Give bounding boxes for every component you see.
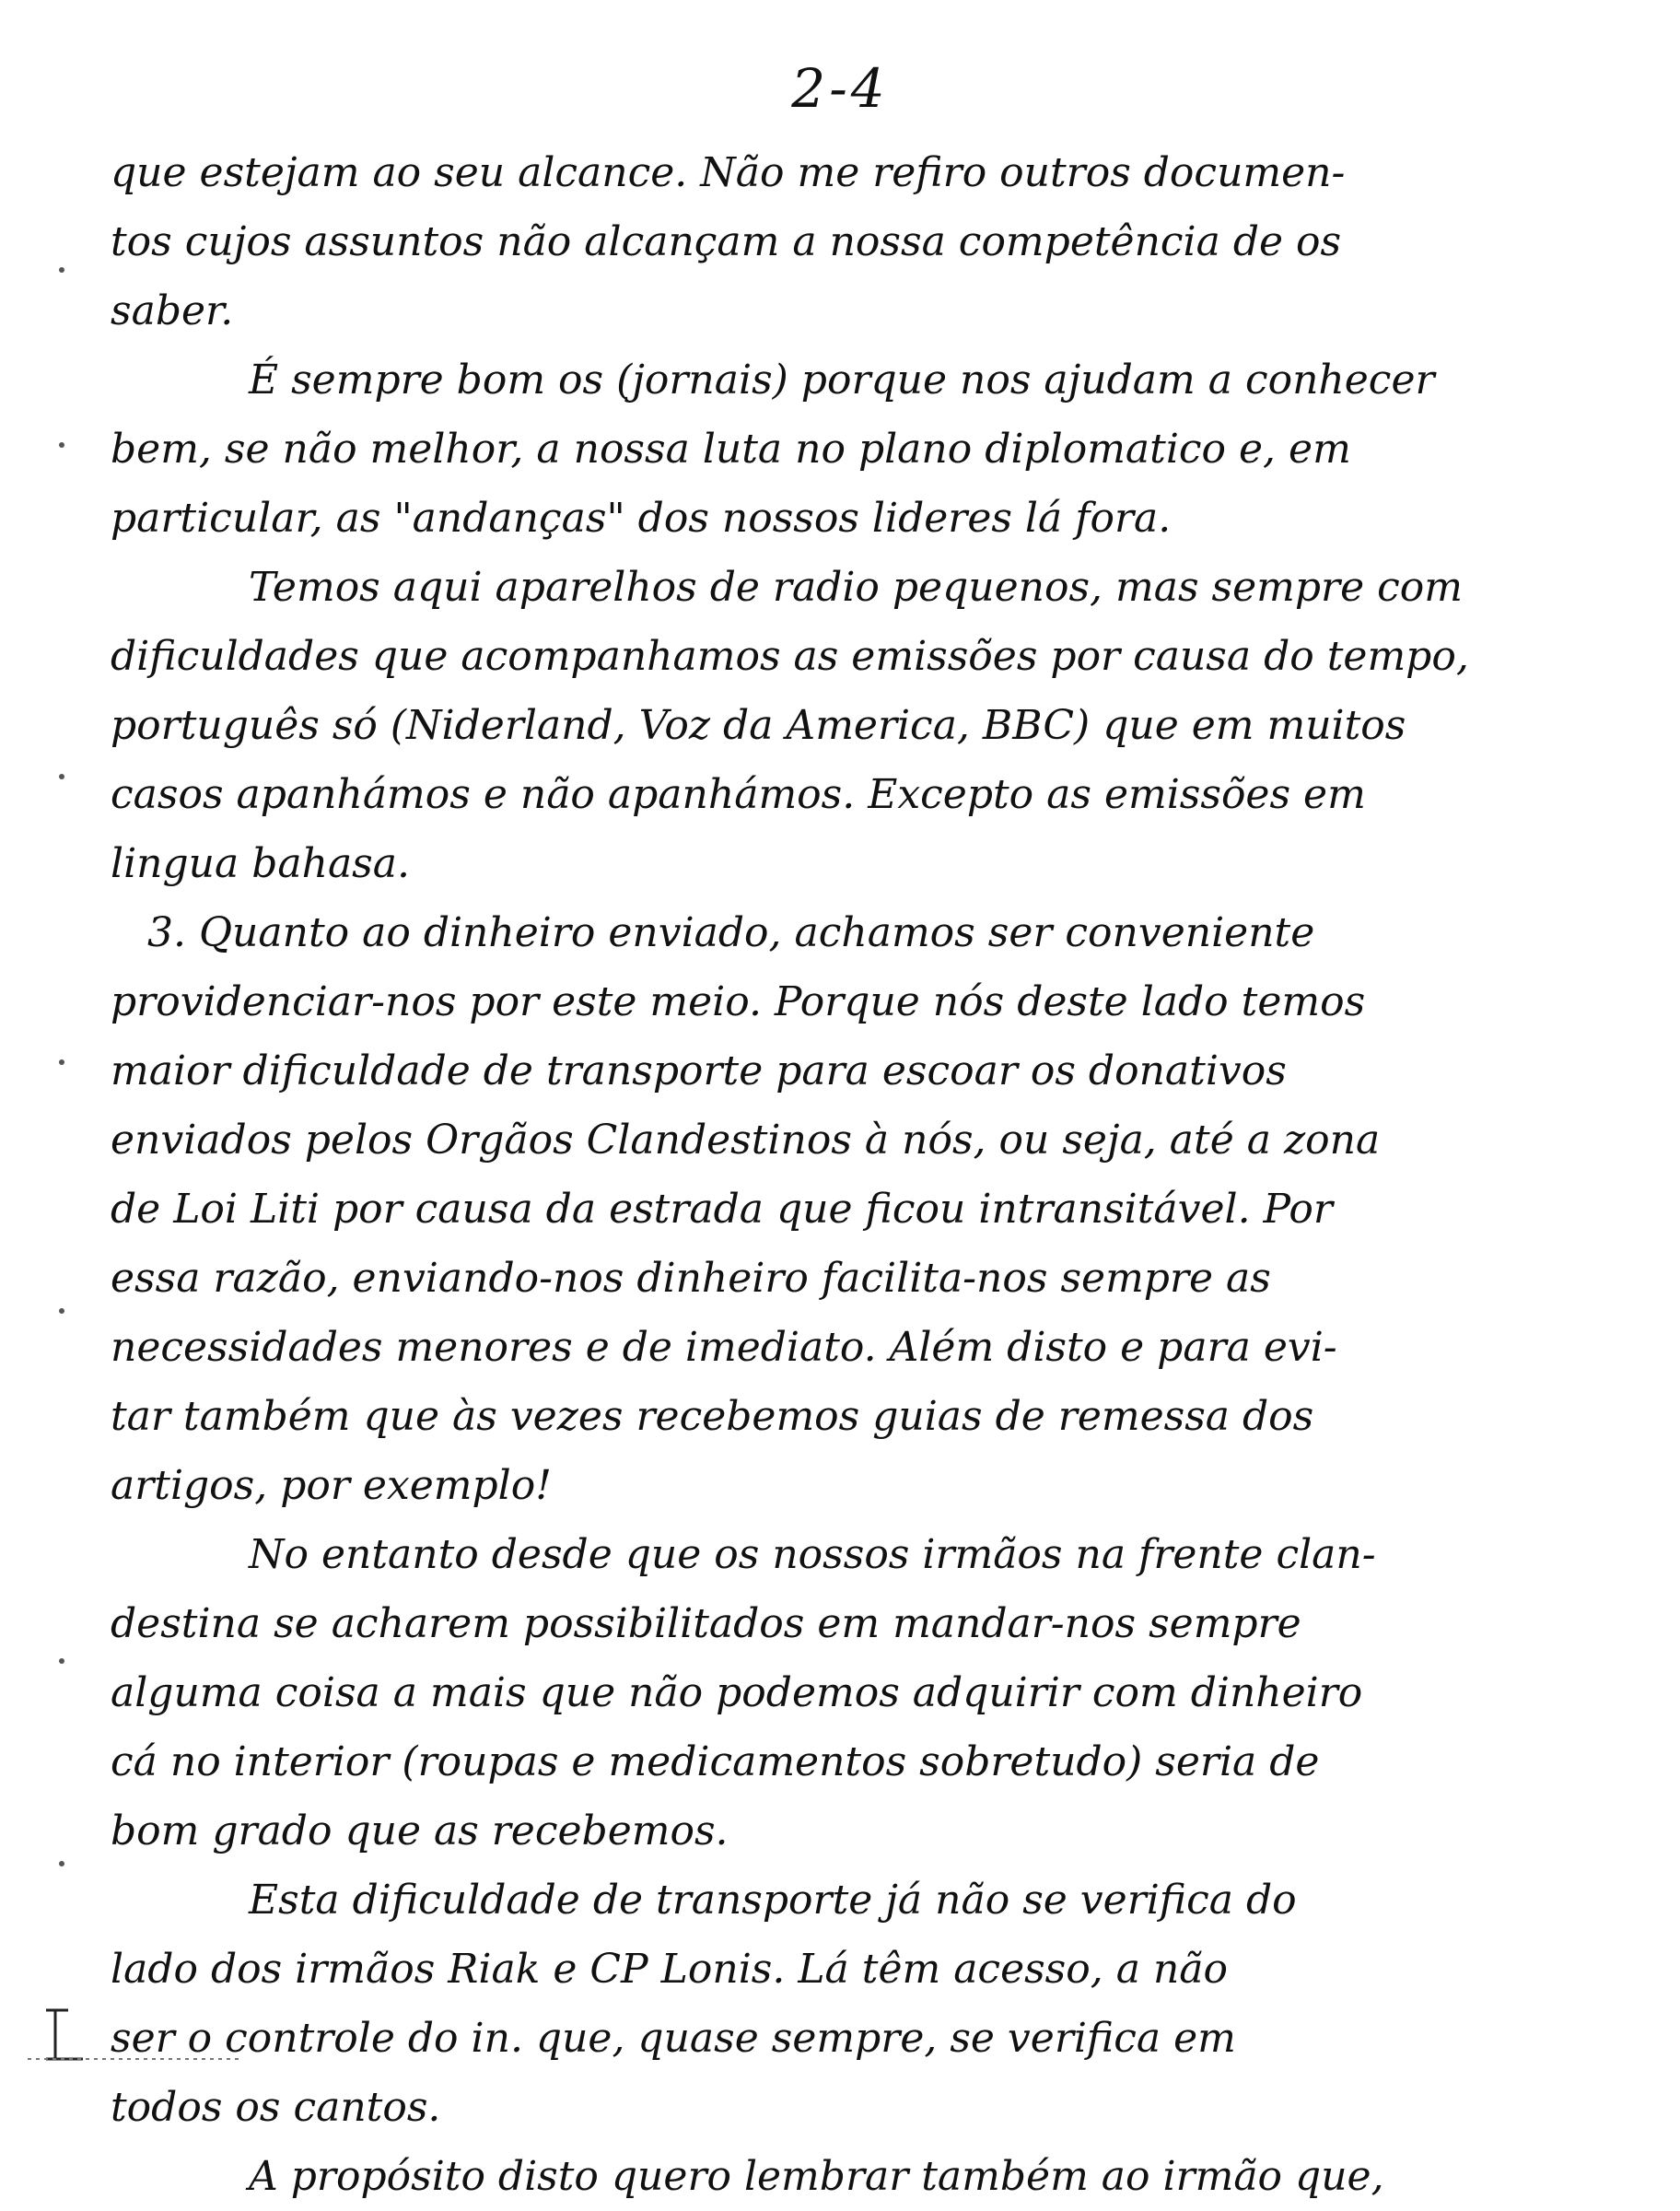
text-line: tar também que às vezes recebemos guias de remessa dos: [111, 1393, 1314, 1440]
text-line: todos os cantos.: [111, 2084, 441, 2131]
margin-dots: [59, 147, 68, 1806]
text-line: essa razão, enviando-nos dinheiro facilita-nos sempre as: [111, 1255, 1271, 1302]
page-number: 2-4: [791, 57, 889, 120]
text-line: lingua bahasa.: [111, 840, 410, 887]
text-line: A propósito disto quero lembrar também ao irmão que,: [249, 2153, 1384, 2200]
text-line: destina se acharem possibilitados em mandar-nos sempre: [111, 1600, 1301, 1647]
text-line: cá no interior (roupas e medicamentos sobretudo) seria de: [111, 1738, 1320, 1785]
text-line: dificuldades que acompanhamos as emissões por causa do tempo,: [111, 633, 1469, 680]
text-line: Esta dificuldade de transporte já não se verifica do: [249, 1877, 1297, 1924]
text-line: No entanto desde que os nossos irmãos na frente clan-: [249, 1531, 1376, 1578]
text-line: maior dificuldade de transporte para escoar os donativos: [111, 1047, 1287, 1094]
text-line: artigos, por exemplo!: [111, 1462, 552, 1509]
text-line: ser o controle do in. que, quase sempre, se verifica em: [111, 2015, 1236, 2062]
text-line: que estejam ao seu alcance. Não me refiro outros documen-: [111, 149, 1346, 196]
text-line: 3. Quanto ao dinheiro enviado, achamos ser conveniente: [147, 909, 1315, 956]
text-line: lado dos irmãos Riak e CP Lonis. Lá têm acesso, a não: [111, 1946, 1229, 1993]
text-line: alguma coisa a mais que não podemos adquirir com dinheiro: [111, 1669, 1363, 1716]
text-line: Temos aqui aparelhos de radio pequenos, mas sempre com: [249, 564, 1463, 611]
text-line: enviados pelos Orgãos Clandestinos à nós, ou seja, até a zona: [111, 1117, 1381, 1164]
text-line: bem, se não melhor, a nossa luta no plano diplomatico e, em: [111, 426, 1351, 473]
text-line: de Loi Liti por causa da estrada que ficou intransitável. Por: [111, 1186, 1333, 1233]
text-line: particular, as "andanças" dos nossos lideres lá fora.: [111, 495, 1172, 542]
letter-body: [111, 138, 1603, 2211]
text-line: necessidades menores e de imediato. Além disto e para evi-: [111, 1324, 1337, 1371]
text-line: É sempre bom os (jornais) porque nos ajudam a conhecer: [249, 357, 1435, 404]
text-line: providenciar-nos por este meio. Porque nós deste lado temos: [111, 978, 1366, 1025]
text-line: bom grado que as recebemos.: [111, 1807, 729, 1854]
text-line: casos apanhámos e não apanhámos. Excepto as emissões em: [111, 771, 1366, 818]
text-line: português só (Niderland, Voz da America, BBC) que em muitos: [111, 702, 1406, 749]
margin-bracket-mark: [28, 2008, 249, 2064]
text-line: saber.: [111, 287, 234, 334]
text-line: tos cujos assuntos não alcançam a nossa competência de os: [111, 218, 1342, 265]
